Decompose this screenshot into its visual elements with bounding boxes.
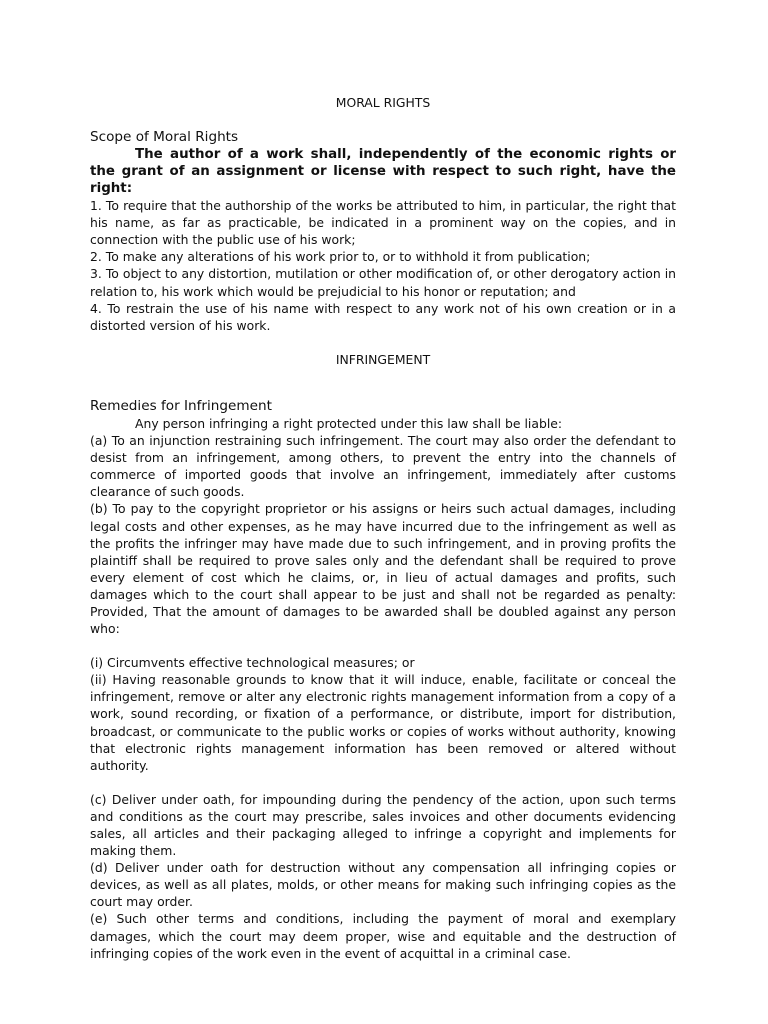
- remedy-c: (c) Deliver under oath, for impounding during the pendency of the action, upon such terms and conditions as the court may prescribe, sales invoices and other documents evidencing sales, all articles and their packaging alleged to infringe a copyright and implements for making them.: [90, 791, 676, 859]
- moral-right-item-2: 2. To make any alterations of his work prior to, or to withhold it from publication;: [90, 249, 591, 265]
- remedy-d: (d) Deliver under oath for destruction without any compensation all infringing copies or devices, as well as all plates, molds, or other means for making such infringing copies as the court may order.: [90, 860, 676, 910]
- remedy-b: (b) To pay to the copyright proprietor or his assigns or heirs such actual damages, including legal costs and other expenses, as he may have incurred due to the infringement as well as the profits the infringer may have made due to such infringement, and in proving profits the plaintiff shall be required to prove sales only and the defendant shall be required to prove every element of cost which he claims, or, in lieu of actual damages and profits, such damages which to the court shall appear to be just and shall not be regarded as penalty: Provided, That the amount of damages to be awarded shall be doubled against any person who:: [90, 501, 676, 637]
- remedy-b-i: (i) Circumvents effective technological measures; or: [90, 655, 415, 671]
- paragraph-gap: [90, 637, 676, 654]
- remedy-e: (e) Such other terms and conditions, including the payment of moral and exemplary damages, which the court may deem proper, wise and equitable and the destruction of infringing copies of the work even in the event of acquittal in a criminal case.: [90, 911, 676, 961]
- document-page: [90, 94, 676, 962]
- moral-right-item-4: 4. To restrain the use of his name with respect to any work not of his own creation or in a distorted version of his work.: [90, 300, 676, 333]
- remedies-subheading: Remedies for Infringement: [90, 397, 272, 414]
- remedy-b-ii: (ii) Having reasonable grounds to know that it will induce, enable, facilitate or conceal the infringement, remove or alter any electronic rights management information from a copy of a work, sound recording, or fixation of a performance, or distribute, import for distribution, broadcast, or communicate to the public works or copies of works without authority, knowing that electronic rights management information has been removed or altered without authority.: [90, 672, 676, 773]
- moral-rights-lead-paragraph: The author of a work shall, independently of the economic rights or the grant of an assignment or license with respect to such right, have the right:: [90, 147, 676, 197]
- moral-rights-title: MORAL RIGHTS: [335, 95, 431, 110]
- remedy-a: (a) To an injunction restraining such infringement. The court may also order the defendant to desist from an infringement, among others, to prevent the entry into the channels of commerce of imported goods that involve an infringement, immediately after customs clearance of such goods.: [90, 433, 676, 500]
- remedies-intro: Any person infringing a right protected under this law shall be liable:: [135, 415, 563, 431]
- paragraph-gap: [90, 774, 676, 791]
- moral-right-item-1: 1. To require that the authorship of the works be attributed to him, in particular, the right that his name, as far as practicable, be indicated in a prominent way on the copies, and in connection with the public use of his work;: [90, 198, 676, 248]
- moral-right-item-3: 3. To object to any distortion, mutilation or other modification of, or other derogatory action in relation to, his work which would be prejudicial to his honor or reputation; and: [90, 266, 676, 299]
- infringement-title: INFRINGEMENT: [335, 351, 431, 367]
- scope-of-moral-rights-subheading: Scope of Moral Rights: [90, 129, 239, 146]
